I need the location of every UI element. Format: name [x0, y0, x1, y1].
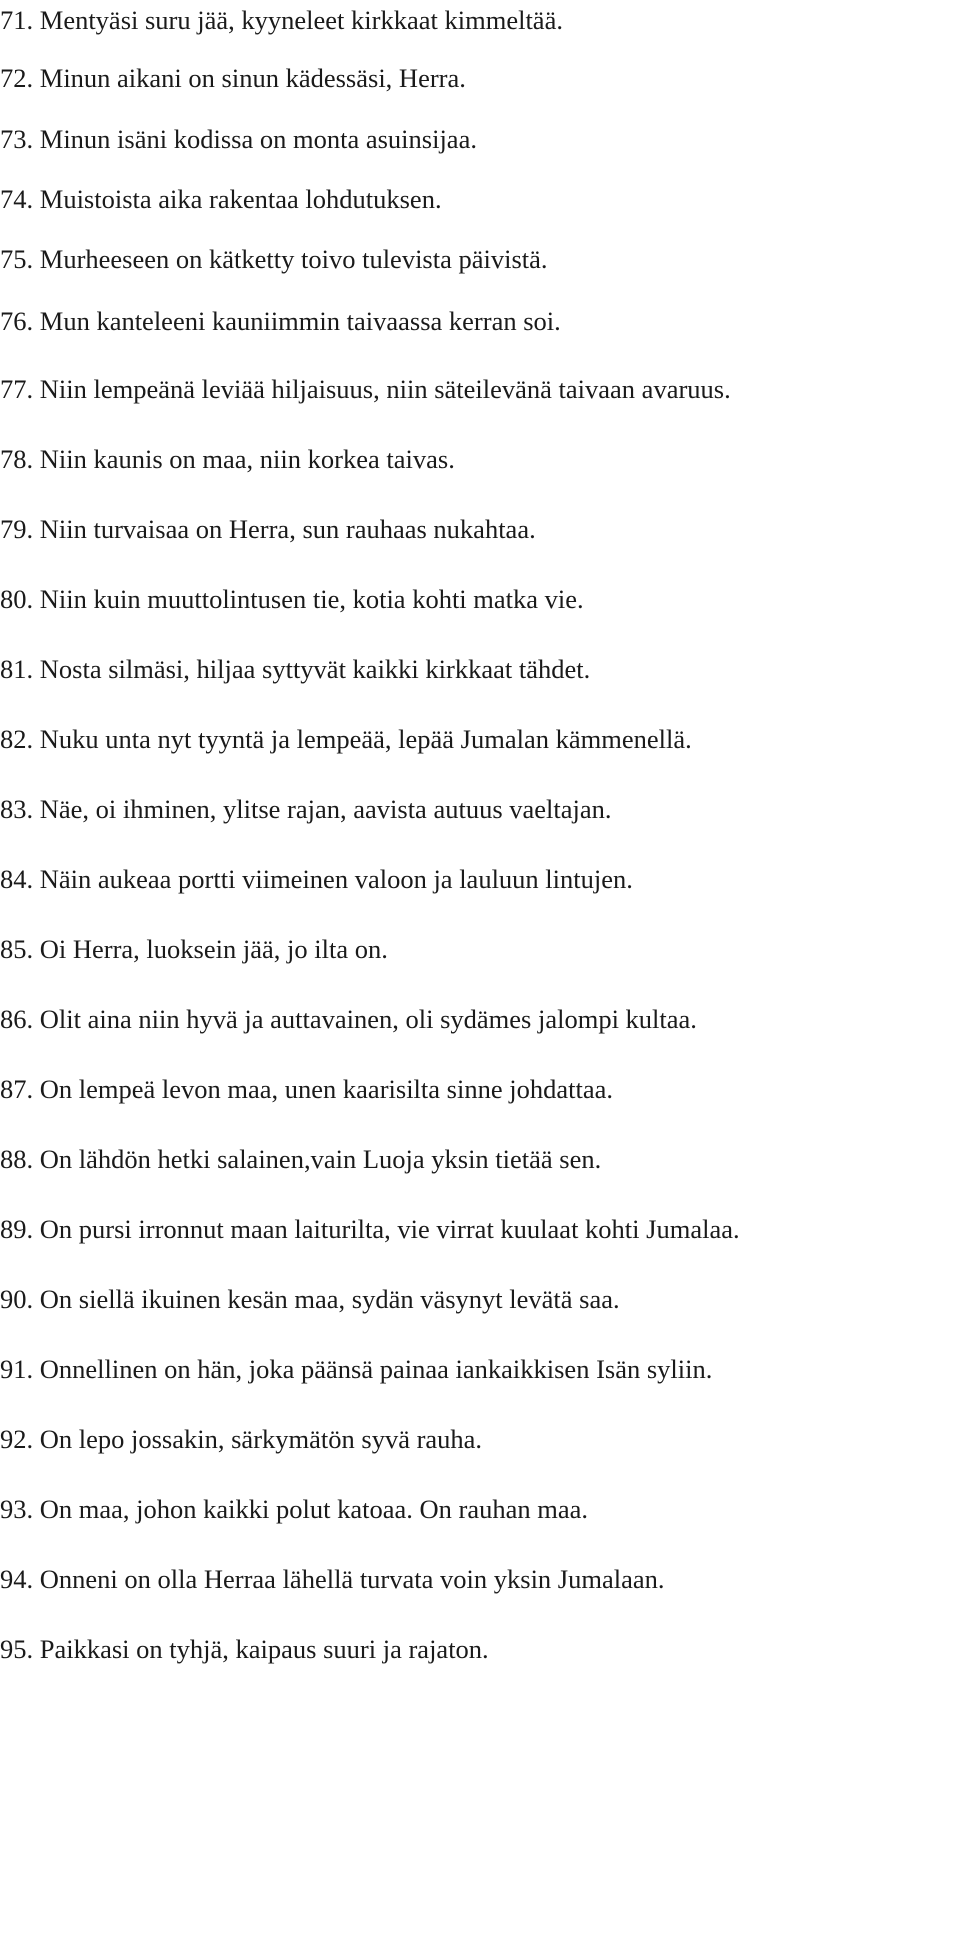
- list-item: [0, 926, 388, 972]
- list-item: [0, 116, 477, 162]
- item-text: Mun kanteleeni kauniimmin taivaassa kerran soi.: [39, 306, 561, 336]
- list-item: [0, 366, 731, 412]
- item-number: 77.: [0, 374, 34, 404]
- item-text: Paikkasi on tyhjä, kaipaus suuri ja rajaton.: [39, 1634, 489, 1664]
- item-number: 93.: [0, 1494, 34, 1524]
- item-number: 95.: [0, 1634, 34, 1664]
- item-text: Mentyäsi suru jää, kyyneleet kirkkaat kimmeltää.: [39, 5, 563, 35]
- item-number: 72.: [0, 63, 34, 93]
- item-number: 71.: [0, 5, 34, 35]
- item-text: Näin aukeaa portti viimeinen valoon ja lauluun lintujen.: [39, 864, 633, 894]
- item-number: 84.: [0, 864, 34, 894]
- item-text: Niin turvaisaa on Herra, sun rauhaas nukahtaa.: [39, 514, 536, 544]
- item-text: Niin kuin muuttolintusen tie, kotia kohti matka vie.: [39, 584, 584, 614]
- item-text: Olit aina niin hyvä ja auttavainen, oli sydämes jalompi kultaa.: [39, 1004, 697, 1034]
- item-text: Näe, oi ihminen, ylitse rajan, aavista autuus vaeltajan.: [39, 794, 612, 824]
- item-number: 83.: [0, 794, 34, 824]
- item-number: 73.: [0, 124, 34, 154]
- item-text: On lähdön hetki salainen,vain Luoja yksin tietää sen.: [39, 1144, 602, 1174]
- item-text: On siellä ikuinen kesän maa, sydän väsynyt levätä saa.: [39, 1284, 620, 1314]
- item-number: 89.: [0, 1214, 34, 1244]
- item-text: Oi Herra, luoksein jää, jo ilta on.: [39, 934, 388, 964]
- item-number: 74.: [0, 184, 34, 214]
- list-item: [0, 646, 590, 692]
- item-number: 91.: [0, 1354, 34, 1384]
- list-item: [0, 298, 561, 344]
- list-item: [0, 1416, 482, 1462]
- list-item: [0, 786, 612, 832]
- item-number: 76.: [0, 306, 34, 336]
- item-number: 79.: [0, 514, 34, 544]
- item-number: 82.: [0, 724, 34, 754]
- item-number: 75.: [0, 244, 34, 274]
- item-number: 94.: [0, 1564, 34, 1594]
- item-number: 92.: [0, 1424, 34, 1454]
- item-number: 85.: [0, 934, 34, 964]
- item-text: Onnellinen on hän, joka päänsä painaa iankaikkisen Isän syliin.: [39, 1354, 713, 1384]
- list-item: [0, 716, 692, 762]
- item-text: Niin kaunis on maa, niin korkea taivas.: [39, 444, 455, 474]
- list-item: [0, 55, 466, 101]
- item-number: 90.: [0, 1284, 34, 1314]
- list-item: [0, 856, 633, 902]
- list-item: [0, 1276, 620, 1322]
- list-item: [0, 1346, 712, 1392]
- item-text: Muistoista aika rakentaa lohdutuksen.: [39, 184, 442, 214]
- item-text: Murheeseen on kätketty toivo tulevista päivistä.: [39, 244, 548, 274]
- item-text: On lempeä levon maa, unen kaarisilta sinne johdattaa.: [39, 1074, 613, 1104]
- item-number: 80.: [0, 584, 34, 614]
- item-number: 87.: [0, 1074, 34, 1104]
- item-number: 88.: [0, 1144, 34, 1174]
- list-item: [0, 576, 584, 622]
- item-number: 86.: [0, 1004, 34, 1034]
- item-number: 81.: [0, 654, 34, 684]
- list-item: [0, 506, 536, 552]
- item-number: 78.: [0, 444, 34, 474]
- list-item: [0, 1556, 665, 1602]
- list-item: [0, 176, 442, 222]
- list-item: [0, 1206, 740, 1252]
- item-text: Minun aikani on sinun kädessäsi, Herra.: [39, 63, 466, 93]
- list-item: [0, 1136, 601, 1182]
- list-item: [0, 1486, 588, 1532]
- list-item: [0, 996, 697, 1042]
- list-item: [0, 0, 563, 43]
- list-item: [0, 436, 455, 482]
- list-item: [0, 1626, 489, 1672]
- item-text: Minun isäni kodissa on monta asuinsijaa.: [39, 124, 477, 154]
- item-text: Nuku unta nyt tyyntä ja lempeää, lepää Jumalan kämmenellä.: [39, 724, 692, 754]
- item-text: Nosta silmäsi, hiljaa syttyvät kaikki kirkkaat tähdet.: [39, 654, 591, 684]
- list-item: [0, 236, 548, 282]
- list-item: [0, 1066, 613, 1112]
- item-text: Niin lempeänä leviää hiljaisuus, niin säteilevänä taivaan avaruus.: [39, 374, 731, 404]
- item-text: On maa, johon kaikki polut katoaa. On rauhan maa.: [39, 1494, 588, 1524]
- item-text: Onneni on olla Herraa lähellä turvata voin yksin Jumalaan.: [39, 1564, 665, 1594]
- item-text: On lepo jossakin, särkymätön syvä rauha.: [39, 1424, 483, 1454]
- item-text: On pursi irronnut maan laiturilta, vie virrat kuulaat kohti Jumalaa.: [39, 1214, 740, 1244]
